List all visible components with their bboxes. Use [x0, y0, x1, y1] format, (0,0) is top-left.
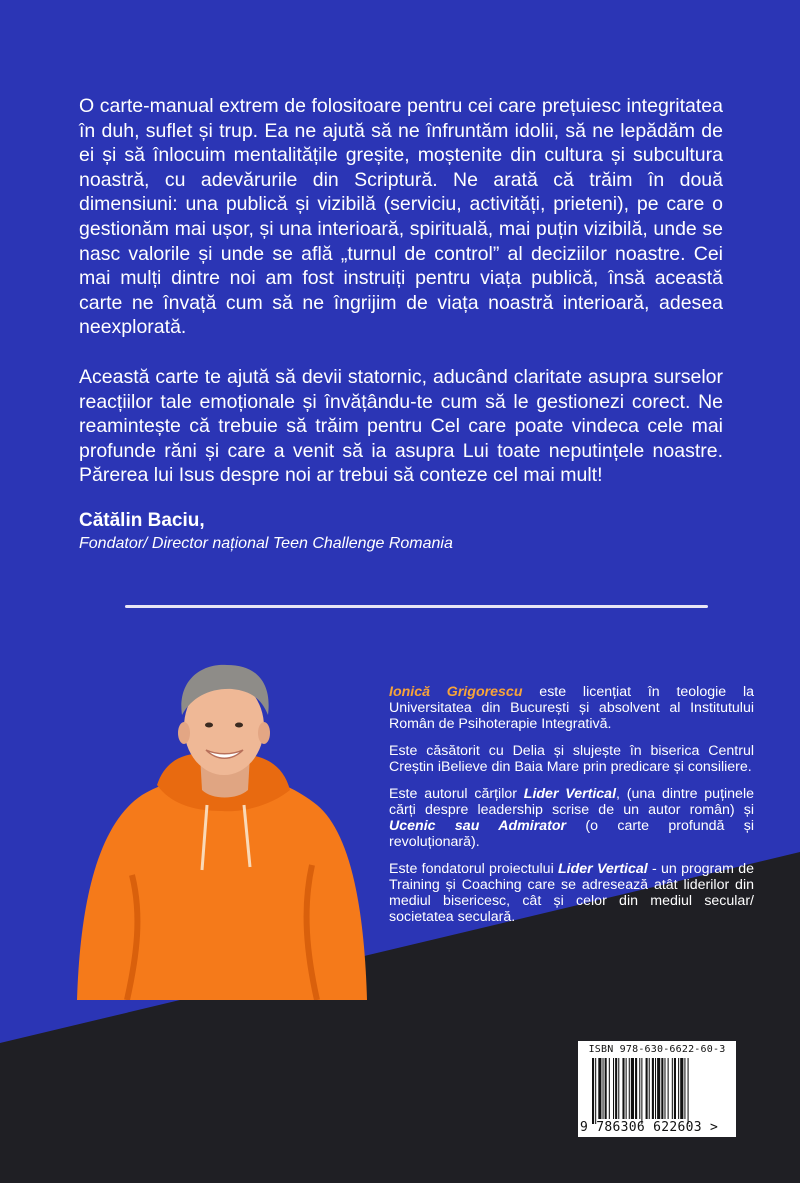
author-bio — [389, 684, 754, 936]
author-bio-3c: (o carte profundă și revoluționară). — [389, 818, 755, 850]
section-divider — [125, 605, 708, 608]
author-bio-paragraph-2: Este căsătorit cu Delia și slujește în biserica Centrul Creștin iBelieve din Baia Mare prin predicare și consiliere. — [389, 743, 754, 775]
isbn-barcode — [578, 1041, 736, 1137]
author-bio-1-text: este licențiat în teologie la Universitatea din București și absolvent al Institutului Român de Psihoterapie Integrativă. — [389, 684, 754, 732]
reviewer-name: Cătălin Baciu, — [79, 510, 205, 531]
author-bio-3a: Este autorul cărților — [389, 786, 524, 802]
author-bio-paragraph-1 — [389, 684, 754, 732]
author-bio-3b: , (una dintre puținele cărți despre leadership scrise de un autor român) și — [389, 786, 754, 818]
author-bio-paragraph-3 — [389, 786, 754, 850]
book-title-2: Ucenic sau Admirator — [389, 818, 567, 834]
author-bio-4b: - un program de Training și Coaching care se adresează atât liderilor din mediul bisericesc, cât și celor din mediul secular/ societatea seculară. — [389, 861, 754, 925]
isbn-label: ISBN 978-630-6622-60-3 — [588, 1044, 726, 1055]
review-paragraph-1: O carte-manual extrem de folositoare pentru cei care prețuiesc integritatea în duh, suflet și trup. Ea ne ajută să ne înfruntăm idolii, să ne lepădăm de ei și să înlocuim mentalitățile greșite, moștenite din cultura și subcultura noastră, cu adevărurile din Scriptură. Ne arată că trăim în două dimensiuni: una publică și vizibilă (serviciu, activități, prieteni), pe care o gestionăm mai ușor, și una interioară, spirituală, mai puțin vizibilă, unde se nasc valorile și unde se află „turnul de control” al deciziilor noastre. Cei mai mulți dintre noi am fost instruiți pentru viața publică, însă această carte ne învață cum să ne îngrijim de viața noastră interioară, adesea neexplorată. — [79, 95, 723, 339]
author-bio-paragraph-4 — [389, 861, 754, 925]
project-title: Lider Vertical — [558, 861, 648, 877]
book-title-1: Lider Vertical — [523, 786, 617, 802]
author-bio-4a: Este fondatorul proiectului — [389, 861, 559, 877]
review-paragraph-2: Această carte te ajută să devii statornic, aducând claritate asupra surselor reacțiilor tale emoționale și învățându-te cum să le gestionezi corect. Ne reamintește că trebuie să trăim pentru Cel care poate vindeca cele mai profunde răni și care a venit să ia asupra Lui toate neputințele noastre. Părerea lui Isus despre noi ar trebui să conteze cel mai mult! — [79, 365, 723, 487]
review-text — [79, 94, 723, 513]
author-photo — [72, 655, 372, 1000]
reviewer-role: Fondator/ Director național Teen Challenge Romania — [79, 535, 453, 552]
author-name: Ionică Grigorescu — [389, 684, 523, 700]
barcode-digits: 9 786306 622603 > — [580, 1120, 719, 1135]
